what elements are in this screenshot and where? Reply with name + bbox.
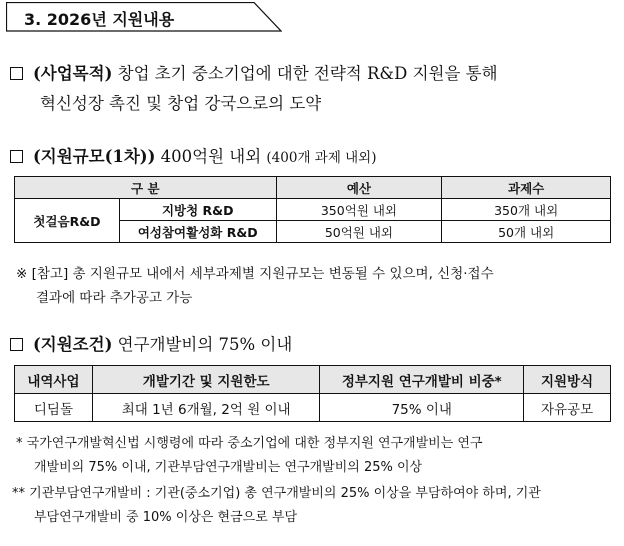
row-budget: 350억원 내외 bbox=[276, 199, 442, 221]
row-name: 여성참여활성화 R&D bbox=[119, 221, 276, 243]
table-row bbox=[15, 199, 611, 221]
reference-note-text: [참고] 총 지원규모 내에서 세부과제별 지원규모는 변동될 수 있으며, 신청·접수 bbox=[31, 266, 494, 282]
note-mark: ※ bbox=[16, 266, 28, 282]
row-name: 지방청 R&D bbox=[119, 199, 276, 221]
row-count: 50개 내외 bbox=[442, 221, 611, 243]
scale-paragraph bbox=[10, 143, 377, 167]
footnote-mark: * bbox=[16, 436, 23, 451]
header-period: 개발기간 및 지원한도 bbox=[92, 366, 320, 394]
scale-detail: (400개 과제 내외) bbox=[266, 150, 377, 166]
scale-label: (지원규모(1차)) bbox=[33, 147, 156, 166]
checkbox-icon bbox=[10, 150, 23, 163]
purpose-text-line2: 혁신성장 촉진 및 창업 강국으로의 도약 bbox=[40, 94, 322, 113]
group-cell: 첫걸음R&D bbox=[15, 199, 120, 243]
header-ratio: 정부지원 연구개발비 비중* bbox=[320, 366, 524, 394]
header-category: 구 분 bbox=[15, 177, 277, 199]
conditions-paragraph bbox=[10, 331, 292, 355]
conditions-label: (지원조건) bbox=[33, 335, 113, 354]
checkbox-icon bbox=[10, 338, 23, 351]
cell-program: 디딤돌 bbox=[15, 394, 93, 422]
table-header-row bbox=[15, 177, 611, 199]
purpose-label: (사업목적) bbox=[33, 64, 113, 83]
cell-ratio: 75% 이내 bbox=[320, 394, 524, 422]
reference-note-line2: 결과에 따라 추가공고 가능 bbox=[36, 290, 193, 306]
footnote-1-line1 bbox=[16, 432, 483, 451]
scale-table bbox=[14, 176, 611, 243]
section-header-tab bbox=[6, 2, 276, 30]
section-title: 3. 2026년 지원내용 bbox=[24, 10, 175, 29]
table-row bbox=[15, 394, 611, 422]
footnote-2-line1 bbox=[12, 482, 541, 501]
conditions-table bbox=[14, 365, 611, 422]
footnote-text: 국가연구개발혁신법 시행령에 따라 중소기업에 대한 정부지원 연구개발비는 연구 bbox=[26, 436, 483, 451]
checkbox-icon bbox=[10, 67, 23, 80]
header-method: 지원방식 bbox=[524, 366, 611, 394]
footnote-mark: ** bbox=[12, 486, 25, 501]
row-budget: 50억원 내외 bbox=[276, 221, 442, 243]
footnote-2-line2: 부담연구개발비 중 10% 이상은 현금으로 부담 bbox=[34, 510, 298, 525]
header-program: 내역사업 bbox=[15, 366, 93, 394]
cell-period: 최대 1년 6개월, 2억 원 이내 bbox=[92, 394, 320, 422]
table-header-row bbox=[15, 366, 611, 394]
footnote-text: 기관부담연구개발비 : 기관(중소기업) 총 연구개발비의 25% 이상을 부담하여야 하며, 기관 bbox=[29, 486, 541, 501]
footnote-1-line2: 개발비의 75% 이내, 기관부담연구개발비는 연구개발비의 25% 이상 bbox=[34, 460, 423, 475]
header-budget: 예산 bbox=[276, 177, 442, 199]
reference-note-line1 bbox=[16, 262, 494, 282]
scale-amount: 400억원 내외 bbox=[160, 147, 262, 166]
row-count: 350개 내외 bbox=[442, 199, 611, 221]
header-count: 과제수 bbox=[442, 177, 611, 199]
cell-method: 자유공모 bbox=[524, 394, 611, 422]
purpose-text-line1: 창업 초기 중소기업에 대한 전략적 R&D 지원을 통해 bbox=[117, 64, 498, 83]
conditions-text: 연구개발비의 75% 이내 bbox=[117, 335, 293, 354]
purpose-paragraph bbox=[10, 60, 498, 84]
